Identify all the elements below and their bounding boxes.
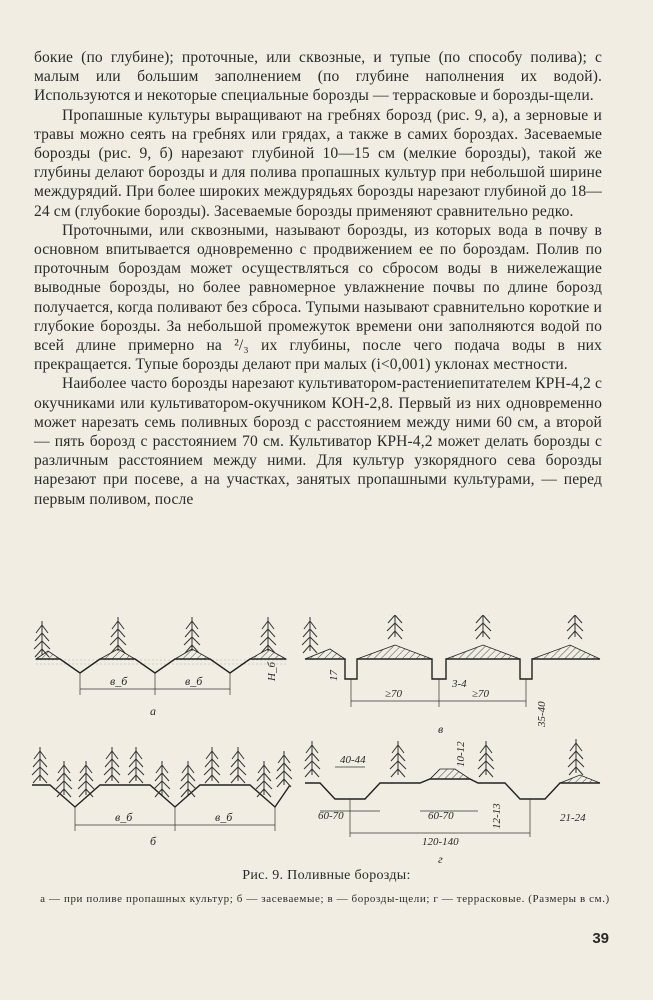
g-h2-label: 12-13 — [491, 803, 503, 829]
b-spacing-label-1: в_б — [115, 810, 133, 824]
v-depth-label: 17 — [328, 670, 340, 681]
a-letter: а — [150, 704, 156, 718]
v-spacing-label-1: ≥70 — [385, 688, 403, 700]
b-letter: б — [150, 834, 157, 848]
g-w2-label: 60-70 — [428, 810, 454, 822]
g-right-label: 21-24 — [560, 812, 586, 824]
paragraph-1: бокие (по глубине); проточные, или сквозные, и тупые (по способу полива); с малым или большим заполнением (по глубине наполнения их водой). Используются и некоторые специальные борозды — террасковые и борозды-щели. — [34, 49, 602, 105]
v-letter: в — [438, 722, 444, 736]
paragraph-2: Пропашные культуры выращивают на гребнях борозд (рис. 9, а), а зерновые и травы можно сеять на гребнях или грядах, а также в самих бороздах. Засеваемые борозды (рис. 9, б) нарезают глубиной 10—15 см (мелкие борозды), такой же глубины делают борозды и для полива пропашных культур при небольшой ширине междурядий. При более широких междурядьях борозды нарезают глубиной до 18—24 см (глубокие борозды). Засеваемые борозды применяют сравнительно редко. — [34, 106, 602, 220]
a-depth-label: H_б — [266, 662, 278, 681]
v-depth2-label: 35-40 — [536, 701, 548, 727]
v-spacing-label-2: ≥70 — [472, 688, 490, 700]
a-spacing-label-1: в_б — [110, 674, 128, 688]
g-h1-label: 10-12 — [455, 741, 467, 767]
body-text — [34, 48, 602, 509]
diagram-b — [32, 747, 292, 848]
g-letter: г — [438, 852, 443, 866]
paragraph-4: Наиболее часто борозды нарезают культиватором-растениепитателем КРН-4,2 с окучниками или культиватором-окучником КОН-2,8. Первый из них одновременно может нарезать семь поливных борозд с расстоянием между ними 60 см, а второй — пять борозд с расстоянием 70 см. Культиватор КРН-4,2 может делать борозды с различным расстоянием между ними. Для культур узкорядного сева борозды нарезают при посеве, а на участках, занятых пропашными культурами, — перед первым поливом, после — [34, 375, 602, 508]
page-number: 39 — [592, 930, 609, 947]
figure-caption-title: Рис. 9. Поливные борозды: — [242, 868, 411, 883]
b-spacing-label-2: в_б — [215, 810, 233, 824]
diagram-v — [302, 615, 600, 736]
figure-9 — [0, 615, 653, 875]
a-spacing-label-2: в_б — [185, 674, 203, 688]
diagram-g — [304, 739, 600, 866]
figure-caption-legend: а — при поливе пропашных культур; б — засеваемые; в — борозды-щели; г — террасковые. (Размеры в см.) — [40, 893, 610, 905]
v-gap-label: 3-4 — [452, 678, 467, 690]
g-w1-label: 60-70 — [318, 810, 344, 822]
g-top-label: 40-44 — [340, 754, 366, 766]
g-total-label: 120-140 — [422, 836, 459, 848]
diagram-a — [34, 617, 286, 718]
paragraph-3: Проточными, или сквозными, называют борозды, из которых вода в почву в основном впитывается одновременно с продвижением ее по бороздам. Полив по проточным бороздам может осуществляться со сбросом воды в нижележащие выводные борозды, но более равномерное увлажнение почвы по длине борозд получается, когда поливают без сброса. Тупыми называют сравнительно короткие и глубокие борозды. За небольшой промежуток времени они заполняются водой по всей длине примерно на ²/₃ их глубины, после чего подача воды в них прекращается. Тупые борозды делают при малых (i<0,001) уклонах местности. — [34, 221, 602, 374]
furrow-diagrams — [0, 615, 653, 875]
